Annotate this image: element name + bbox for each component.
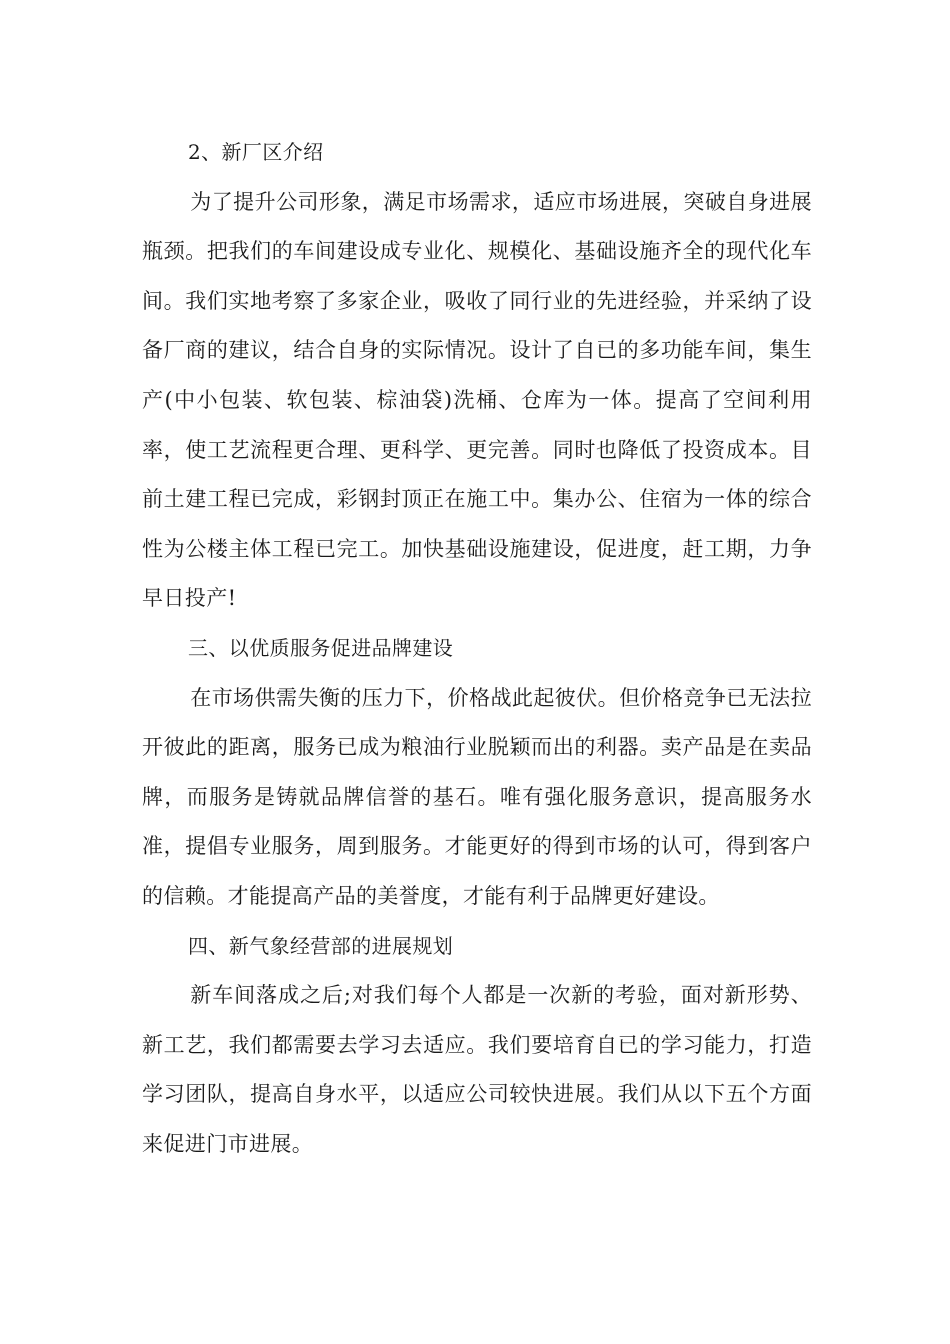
heading-new-factory: 2、新厂区介绍: [188, 140, 324, 164]
paragraph-service-brand: 在市场供需失衡的压力下，价格战此起彼伏。但价格竞争已无法拉开彼此的距离，服务已成为粮油行业脱颖而出的利器。卖产品是在卖品牌，而服务是铸就品牌信誉的基石。唯有强化服务意识，提高服务水准，提倡专业服务，周到服务。才能更好的得到市场的认可，得到客户的信赖。才能提高产品的美誉度，才能有利于品牌更好建设。: [142, 685, 812, 908]
paragraph-new-factory: 为了提升公司形象，满足市场需求，适应市场进展，突破自身进展瓶颈。把我们的车间建设成专业化、规模化、基础设施齐全的现代化车间。我们实地考察了多家企业，吸收了同行业的先进经验，并采纳了设备厂商的建议，结合自身的实际情况。设计了自已的多功能车间，集生产(中小包装、软包装、棕油袋)洗桶、仓库为一体。提高了空间利用率，使工艺流程更合理、更科学、更完善。同时也降低了投资成本。目前土建工程已完成，彩钢封顶正在施工中。集办公、住宿为一体的综合性为公楼主体工程已完工。加快基础设施建设，促进度，赶工期，力争早日投产!: [142, 189, 812, 611]
paragraph-development-plan: 新车间落成之后;对我们每个人都是一次新的考验，面对新形势、新工艺，我们都需要去学习去适应。我们要培育自已的学习能力，打造学习团队，提高自身水平，以适应公司较快进展。我们从以下五个方面来促进门市进展。: [142, 983, 812, 1156]
document-body: [142, 128, 812, 1169]
heading-development-plan: 四、新气象经营部的进展规划: [188, 933, 454, 958]
heading-service-brand: 三、以优质服务促进品牌建设: [188, 635, 454, 660]
